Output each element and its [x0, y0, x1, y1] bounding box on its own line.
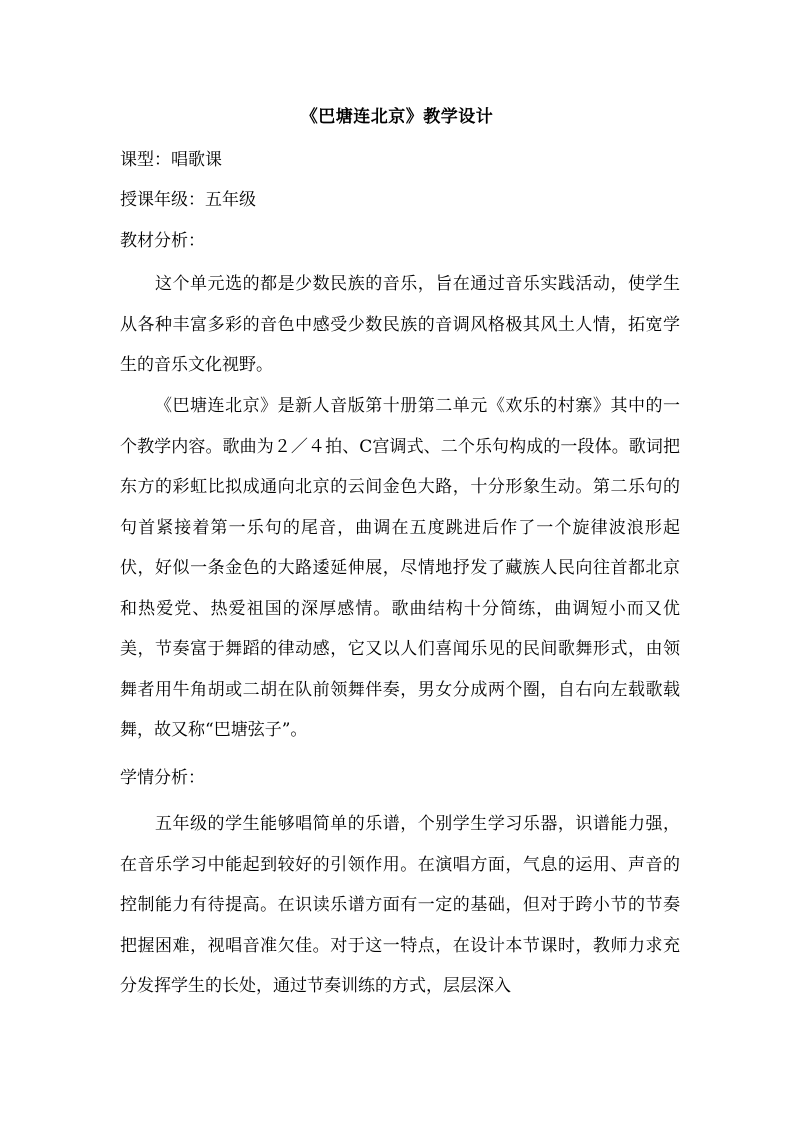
material-paragraph-2: 《巴塘连北京》是新人音版第十册第二单元《欢乐的村寨》其中的一个教学内容。歌曲为２／４拍、C宫调式、二个乐句构成的一段体。歌词把东方的彩虹比拟成通向北京的云间金色大路，十分形象生动。第二乐句的句首紧接着第一乐句的尾音，曲调在五度跳进后作了一个旋律波浪形起伏，好似一条金色的大路逶延伸展，尽情地抒发了藏族人民向往首都北京和热爱党、热爱祖国的深厚感情。歌曲结构十分简练，曲调短小而又优美，节奏富于舞蹈的律动感，它又以人们喜闻乐见的民间歌舞形式，由领舞者用牛角胡或二胡在队前领舞伴奏，男女分成两个圈，自右向左载歌载舞，故又称“巴塘弦子”。: [120, 396, 680, 740]
material-paragraph-1: 这个单元选的都是少数民族的音乐，旨在通过音乐实践活动，使学生从各种丰富多彩的音色中感受少数民族的音调风格极其风土人情，拓宽学生的音乐文化视野。: [120, 274, 680, 375]
material-analysis-heading: 教材分析：: [120, 231, 205, 251]
grade-line: 授课年级：五年级: [120, 190, 256, 210]
document-title: 《巴塘连北京》教学设计: [300, 107, 494, 127]
student-paragraph-1: 五年级的学生能够唱简单的乐谱，个别学生学习乐器，识谱能力强，在音乐学习中能起到较好的引领作用。在演唱方面，气息的运用、声音的控制能力有待提高。在识读乐谱方面有一定的基础，但对于跨小节的节奏把握困难，视唱音准欠佳。对于这一特点，在设计本节课时，教师力求充分发挥学生的长处，通过节奏训练的方式，层层深入: [120, 814, 680, 996]
course-type-line: 课型：唱歌课: [120, 150, 222, 170]
student-analysis-heading: 学情分析：: [120, 768, 205, 788]
